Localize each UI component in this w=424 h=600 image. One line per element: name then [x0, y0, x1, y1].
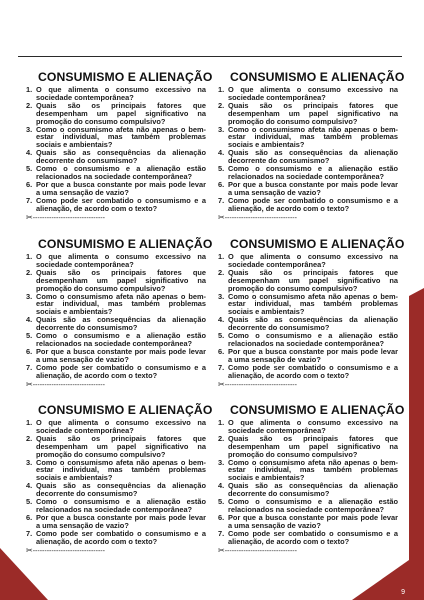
question-item: [26, 165, 206, 181]
question-item: [26, 482, 206, 498]
question-number: 7.: [26, 528, 33, 538]
scissors-icon: ✂: [26, 545, 33, 555]
question-number: 5.: [218, 331, 225, 341]
question-text: Como o consumismo afeta não apenas o bem-estar individual, mas também problemas sociais e ambientais?: [36, 291, 206, 317]
question-item: [218, 364, 398, 380]
question-number: 4.: [218, 481, 225, 491]
question-item: [26, 126, 206, 150]
question-item: [26, 348, 206, 364]
question-text: Como o consumismo e a alienação estão relacionados na sociedade contemporânea?: [228, 497, 398, 514]
question-item: [26, 316, 206, 332]
worksheet-title: CONSUMISMO E ALIENAÇÃO: [230, 403, 405, 417]
question-text: Quais são as consequências da alienação decorrente do consumismo?: [228, 315, 398, 333]
question-text: Quais são as consequências da alienação decorrente do consumismo?: [36, 148, 206, 166]
question-text: Como pode ser combatido o consumismo e a alienação, de acordo com o texto?: [36, 528, 206, 546]
question-number: 1.: [218, 418, 225, 427]
question-number: 5.: [26, 164, 33, 174]
worksheet-title: CONSUMISMO E ALIENAÇÃO: [38, 237, 213, 251]
question-item: [26, 459, 206, 483]
question-item: [218, 332, 398, 348]
question-item: [218, 126, 398, 150]
question-text: Por que a busca constante por mais pode levar a uma sensação de vazio?: [36, 512, 206, 530]
worksheet-title: CONSUMISMO E ALIENAÇÃO: [38, 403, 213, 417]
question-item: [218, 482, 398, 498]
cut-line: [218, 214, 398, 223]
question-number: 7.: [26, 362, 33, 372]
question-item: [26, 364, 206, 380]
question-item: [26, 253, 206, 269]
question-list: [26, 419, 206, 546]
question-item: [218, 316, 398, 332]
worksheet-block: [26, 70, 213, 223]
question-item: [218, 459, 398, 483]
question-list: [218, 253, 398, 380]
question-item: [218, 165, 398, 181]
question-text: Como pode ser combatido o consumismo e a alienação, de acordo com o texto?: [228, 528, 398, 546]
question-number: 6.: [26, 512, 33, 522]
question-text: Por que a busca constante por mais pode levar a uma sensação de vazio?: [228, 346, 398, 364]
question-text: Quais são as consequências da alienação decorrente do consumismo?: [228, 148, 398, 166]
question-item: [218, 498, 398, 514]
question-number: 6.: [218, 179, 225, 189]
worksheet-block: [218, 237, 405, 390]
question-text: Quais são os principais fatores que desempenham um papel significativo na promoção do consumo compulsivo?: [228, 100, 398, 126]
question-text: Quais são os principais fatores que desempenham um papel significativo na promoção do consumo compulsivo?: [36, 267, 206, 293]
cut-line: [26, 547, 206, 556]
question-number: 6.: [218, 346, 225, 356]
question-text: Como o consumismo e a alienação estão relacionados na sociedade contemporânea?: [228, 164, 398, 181]
question-text: Como o consumismo afeta não apenas o bem-estar individual, mas também problemas sociais e ambientais?: [228, 291, 398, 317]
question-item: [218, 348, 398, 364]
cut-line: [26, 381, 206, 390]
question-text: O que alimenta o consumo excessivo na sociedade contemporânea?: [228, 252, 398, 269]
question-number: 4.: [218, 148, 225, 158]
page-number: 9: [401, 589, 405, 596]
question-text: O que alimenta o consumo excessivo na sociedade contemporânea?: [228, 418, 398, 435]
question-number: 3.: [26, 124, 33, 134]
worksheet-title: CONSUMISMO E ALIENAÇÃO: [230, 237, 405, 251]
question-text: Quais são as consequências da alienação decorrente do consumismo?: [228, 481, 398, 499]
question-text: Quais são os principais fatores que desempenham um papel significativo na promoção do consumo compulsivo?: [228, 267, 398, 293]
question-list: [218, 419, 398, 546]
question-number: 4.: [26, 481, 33, 491]
question-text: Quais são as consequências da alienação decorrente do consumismo?: [36, 315, 206, 333]
question-number: 7.: [218, 528, 225, 538]
cut-line: [218, 381, 398, 390]
question-text: O que alimenta o consumo excessivo na sociedade contemporânea?: [228, 85, 398, 102]
worksheet-block: [26, 237, 213, 390]
question-text: O que alimenta o consumo excessivo na sociedade contemporânea?: [36, 252, 206, 269]
question-text: Quais são os principais fatores que desempenham um papel significativo na promoção do consumo compulsivo?: [228, 433, 398, 459]
question-text: Por que a busca constante por mais pode levar a uma sensação de vazio?: [228, 512, 398, 530]
cut-dashes: -------------------------------: [224, 214, 297, 222]
worksheet-title: CONSUMISMO E ALIENAÇÃO: [230, 70, 405, 84]
question-item: [26, 269, 206, 293]
question-text: Como pode ser combatido o consumismo e a alienação, de acordo com o texto?: [36, 195, 206, 213]
question-item: [26, 197, 206, 213]
question-item: [218, 197, 398, 213]
question-number: 4.: [26, 148, 33, 158]
question-text: Quais são os principais fatores que desempenham um papel significativo na promoção do consumo compulsivo?: [36, 100, 206, 126]
question-number: 5.: [26, 497, 33, 507]
scissors-icon: ✂: [218, 379, 225, 389]
question-number: 4.: [218, 315, 225, 325]
question-text: Como pode ser combatido o consumismo e a alienação, de acordo com o texto?: [36, 362, 206, 380]
cut-dashes: -------------------------------: [224, 547, 297, 555]
question-text: Como o consumismo e a alienação estão relacionados na sociedade contemporânea?: [228, 331, 398, 348]
scissors-icon: ✂: [26, 212, 33, 222]
question-item: [26, 530, 206, 546]
worksheet-block: [218, 403, 405, 556]
scissors-icon: ✂: [218, 545, 225, 555]
cut-dashes: -------------------------------: [32, 214, 105, 222]
question-item: [218, 530, 398, 546]
question-text: Por que a busca constante por mais pode levar a uma sensação de vazio?: [228, 179, 398, 197]
question-number: 2.: [218, 433, 225, 443]
question-number: 3.: [218, 124, 225, 134]
question-text: Por que a busca constante por mais pode levar a uma sensação de vazio?: [36, 179, 206, 197]
question-number: 1.: [26, 418, 33, 427]
question-item: [26, 498, 206, 514]
question-item: [218, 102, 398, 126]
question-number: 3.: [26, 457, 33, 467]
question-item: [218, 435, 398, 459]
question-number: 2.: [26, 433, 33, 443]
question-item: [26, 149, 206, 165]
question-number: 6.: [26, 179, 33, 189]
question-number: 1.: [218, 85, 225, 94]
question-number: 5.: [26, 331, 33, 341]
question-number: 1.: [26, 252, 33, 261]
cut-dashes: -------------------------------: [32, 381, 105, 389]
question-item: [26, 181, 206, 197]
question-text: Como o consumismo e a alienação estão relacionados na sociedade contemporânea?: [36, 497, 206, 514]
question-number: 2.: [218, 267, 225, 277]
question-text: Por que a busca constante por mais pode levar a uma sensação de vazio?: [36, 346, 206, 364]
question-item: [26, 86, 206, 102]
question-number: 1.: [218, 252, 225, 261]
question-list: [26, 86, 206, 213]
question-number: 6.: [26, 346, 33, 356]
worksheet-block: [218, 70, 405, 223]
cut-line: [218, 547, 398, 556]
question-number: 5.: [218, 497, 225, 507]
question-number: 7.: [26, 195, 33, 205]
question-number: 4.: [26, 315, 33, 325]
question-number: 7.: [218, 362, 225, 372]
question-text: Como pode ser combatido o consumismo e a alienação, de acordo com o texto?: [228, 362, 398, 380]
question-number: 6.: [218, 512, 225, 522]
cut-line: [26, 214, 206, 223]
question-item: [218, 86, 398, 102]
question-item: [218, 419, 398, 435]
cut-dashes: -------------------------------: [224, 381, 297, 389]
question-text: Quais são os principais fatores que desempenham um papel significativo na promoção do consumo compulsivo?: [36, 433, 206, 459]
question-text: Como pode ser combatido o consumismo e a alienação, de acordo com o texto?: [228, 195, 398, 213]
question-list: [218, 86, 398, 213]
question-item: [26, 332, 206, 348]
scissors-icon: ✂: [218, 212, 225, 222]
question-number: 3.: [218, 291, 225, 301]
cut-dashes: -------------------------------: [32, 547, 105, 555]
question-item: [218, 293, 398, 317]
question-text: Como o consumismo afeta não apenas o bem-estar individual, mas também problemas sociais e ambientais?: [228, 457, 398, 483]
question-item: [218, 253, 398, 269]
question-text: Quais são as consequências da alienação decorrente do consumismo?: [36, 481, 206, 499]
scissors-icon: ✂: [26, 379, 33, 389]
question-text: Como o consumismo e a alienação estão relacionados na sociedade contemporânea?: [36, 164, 206, 181]
question-number: 2.: [26, 267, 33, 277]
question-item: [26, 293, 206, 317]
question-item: [218, 269, 398, 293]
question-number: 3.: [218, 457, 225, 467]
question-item: [26, 102, 206, 126]
question-text: O que alimenta o consumo excessivo na sociedade contemporânea?: [36, 85, 206, 102]
question-item: [218, 181, 398, 197]
question-text: Como o consumismo afeta não apenas o bem-estar individual, mas também problemas sociais e ambientais?: [36, 124, 206, 150]
question-item: [26, 514, 206, 530]
question-number: 2.: [26, 100, 33, 110]
question-item: [26, 419, 206, 435]
question-number: 1.: [26, 85, 33, 94]
question-list: [26, 253, 206, 380]
question-item: [218, 149, 398, 165]
question-number: 7.: [218, 195, 225, 205]
question-item: [218, 514, 398, 530]
worksheet-block: [26, 403, 213, 556]
question-text: Como o consumismo afeta não apenas o bem-estar individual, mas também problemas sociais e ambientais?: [228, 124, 398, 150]
question-text: Como o consumismo afeta não apenas o bem-estar individual, mas também problemas sociais e ambientais?: [36, 457, 206, 483]
question-text: Como o consumismo e a alienação estão relacionados na sociedade contemporânea?: [36, 331, 206, 348]
question-text: O que alimenta o consumo excessivo na sociedade contemporânea?: [36, 418, 206, 435]
question-number: 2.: [218, 100, 225, 110]
worksheet-title: CONSUMISMO E ALIENAÇÃO: [38, 70, 213, 84]
question-number: 5.: [218, 164, 225, 174]
question-item: [26, 435, 206, 459]
question-number: 3.: [26, 291, 33, 301]
